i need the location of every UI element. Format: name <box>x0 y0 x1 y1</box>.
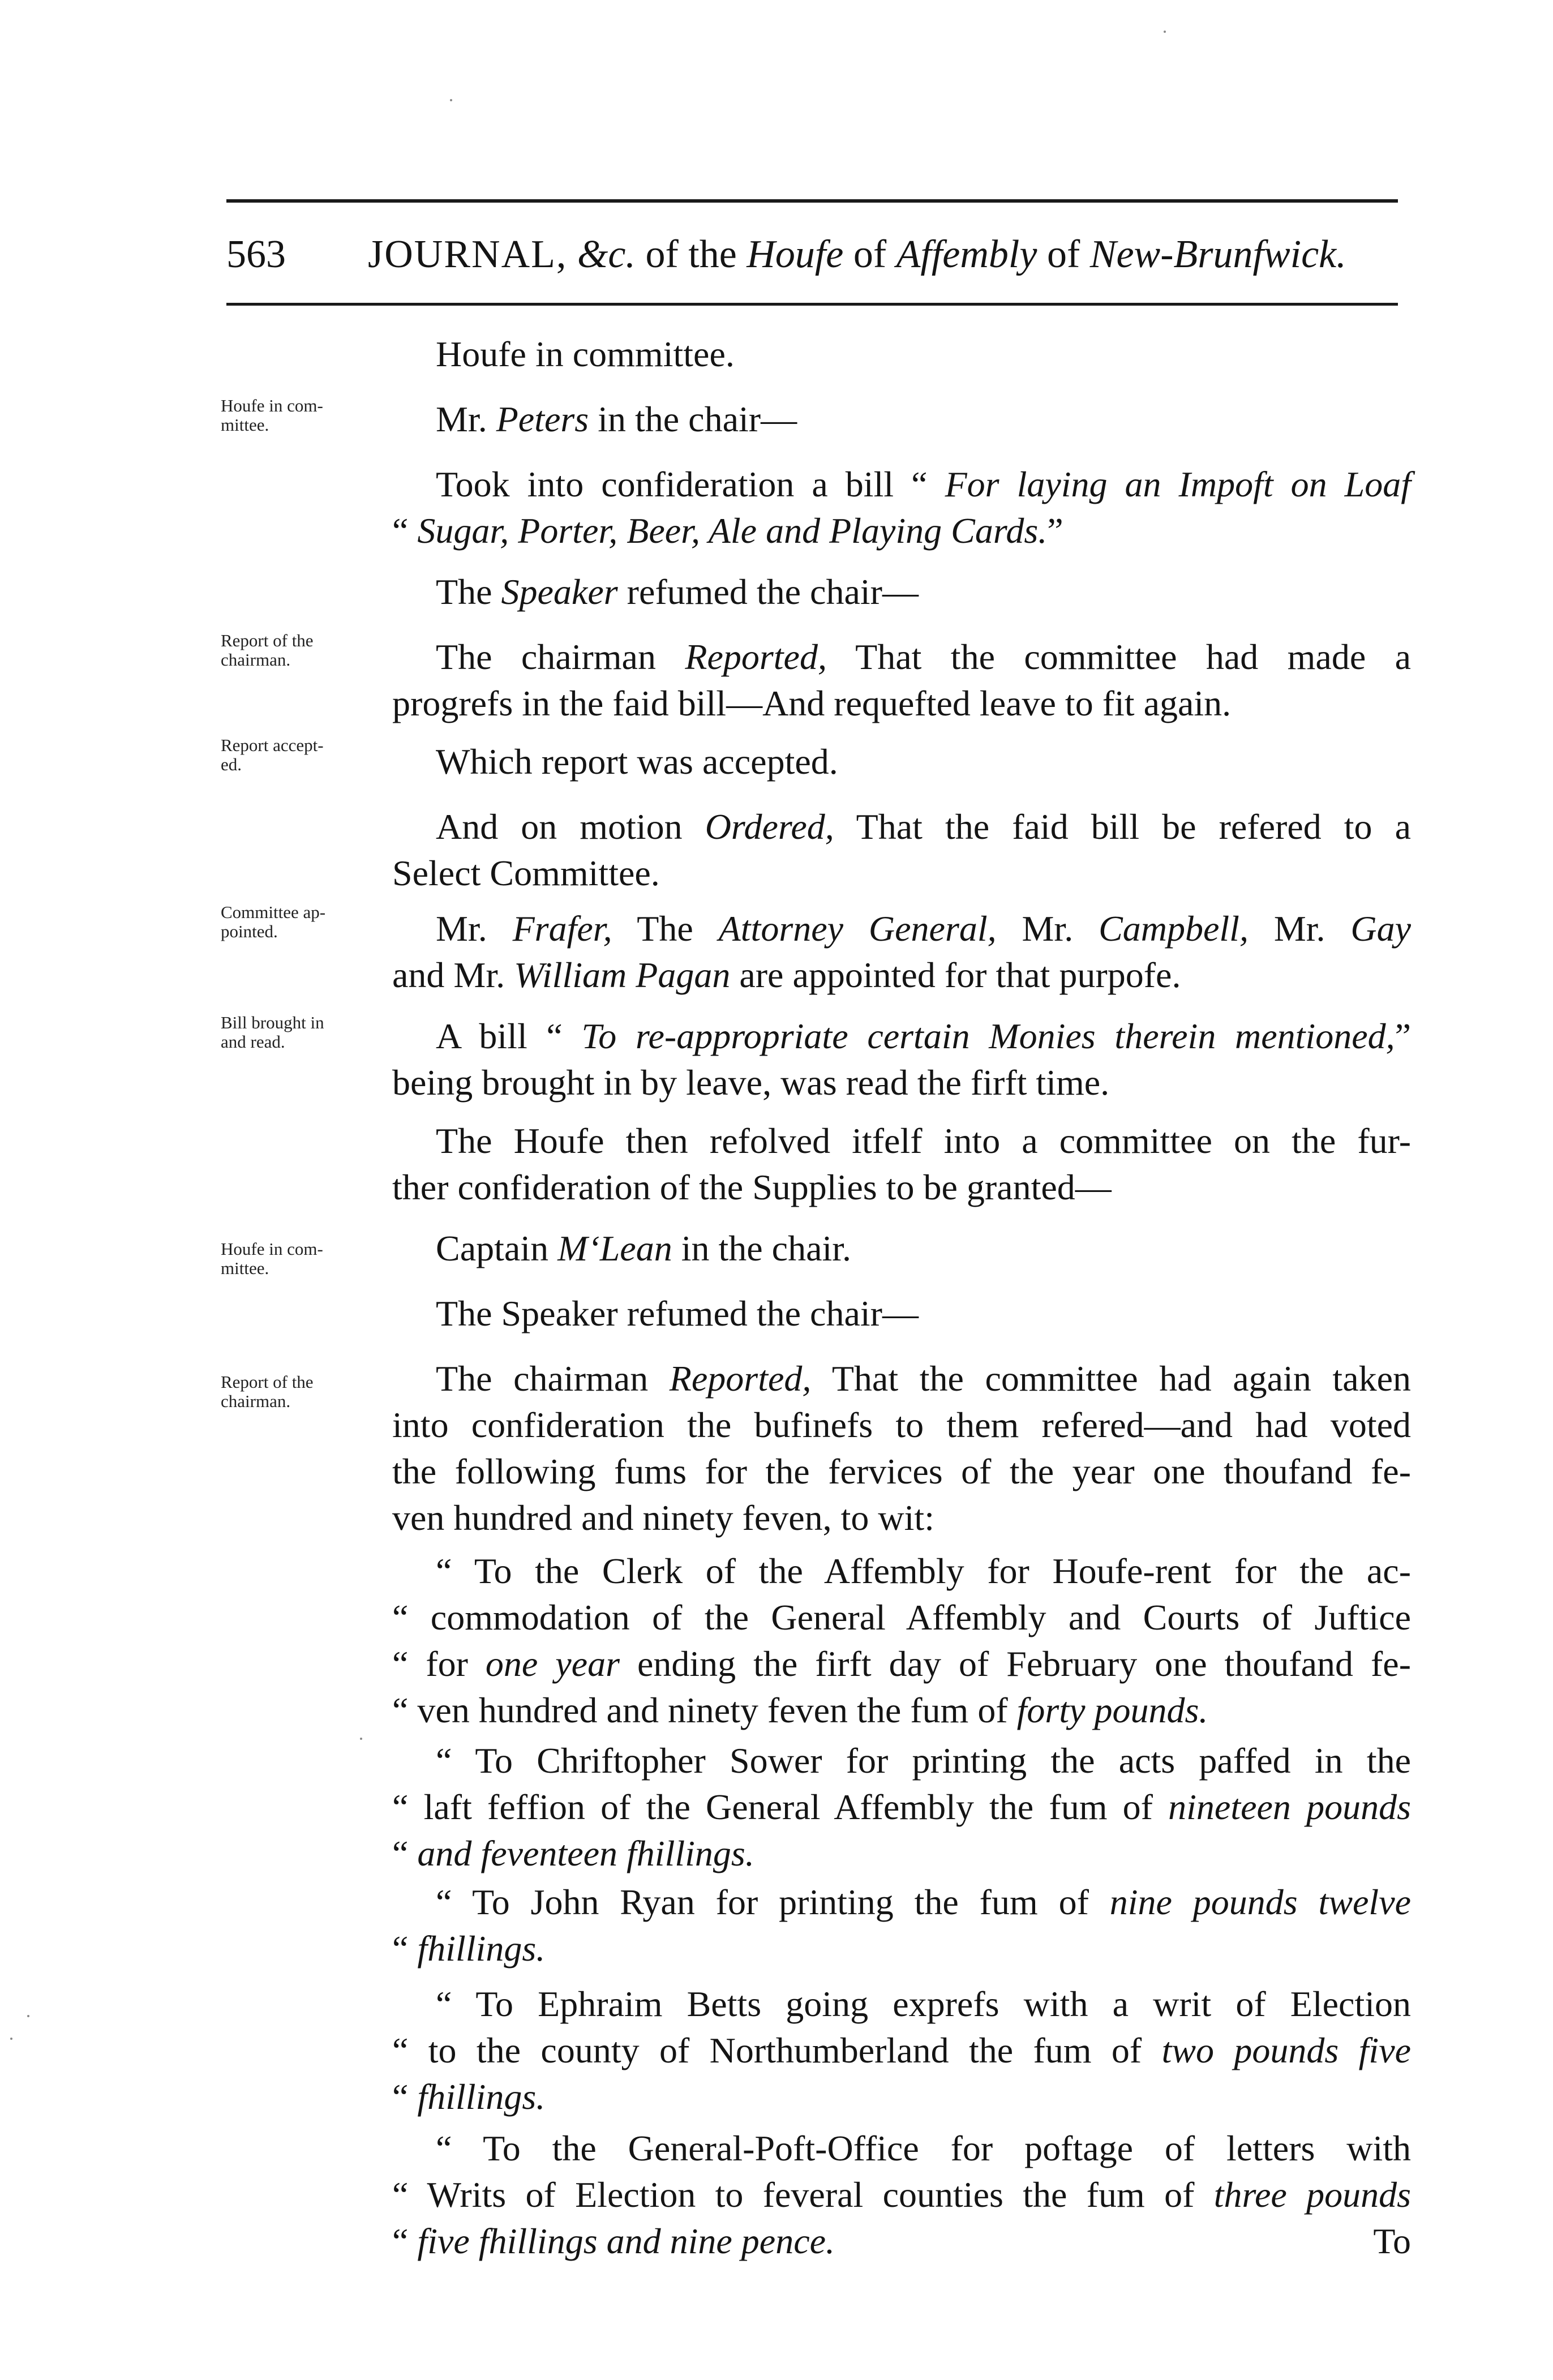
margin-note: Report accept- ed. <box>221 735 324 774</box>
supply-item: “ To the Clerk of the Affembly for Houfe-rent for the ac- “ commodation of the General Affembly and Courts of Juftice “ for one year ending the firft day of February one thoufand fe- “ ven hundred and ninety feven the fum of forty pounds. <box>392 1551 1412 1730</box>
supply-item: “ To the General-Poft-Office for poftage of letters with “ Writs of Election to feveral counties the fum of three pounds “ five fhillings and nine pence. <box>392 2128 1412 2261</box>
running-header <box>226 221 1404 283</box>
paragraph: A bill “ To re-appropriate certain Monies therein mentioned,” being brought in by leave, was read the firft time. <box>392 1016 1412 1103</box>
margin-note: Report of the chairman. <box>221 1372 314 1411</box>
margin-note: Bill brought in and read. <box>221 1013 324 1052</box>
header-rule-bottom <box>226 303 1398 306</box>
paragraph: Captain M‘Lean in the chair. <box>436 1228 852 1268</box>
paragraph: The Speaker refumed the chair— <box>436 1293 919 1333</box>
scan-speck <box>10 2038 12 2040</box>
paragraph: Mr. Peters in the chair— <box>436 399 797 439</box>
margin-note: Houfe in com- mittee. <box>221 396 323 435</box>
scan-speck <box>450 99 452 101</box>
margin-note: Committee ap- pointed. <box>221 902 326 941</box>
supply-item: “ To Chriftopher Sower for printing the acts paffed in the “ laft feffion of the General Affembly the fum of nineteen pounds “ and feventeen fhillings. <box>392 1740 1412 1873</box>
header-rule-top <box>226 199 1398 203</box>
margin-note: Report of the chairman. <box>221 631 314 670</box>
paragraph: And on motion Ordered, That the faid bill be refered to a Select Committee. <box>392 807 1412 893</box>
paragraph: The chairman Reported, That the committee had made a progrefs in the faid bill—And requefted leave to fit again. <box>392 637 1412 723</box>
paragraph: The Speaker refumed the chair— <box>436 572 919 612</box>
paragraph: Houfe in committee. <box>436 334 735 374</box>
running-title: JOURNAL, &c. of the Houfe of Affembly of New-Brunfwick. <box>368 233 1346 276</box>
margin-note: Houfe in com- mittee. <box>221 1239 323 1278</box>
supply-item: “ To John Ryan for printing the fum of nine pounds twelve “ fhillings. <box>392 1882 1412 1969</box>
scan-speck <box>360 1738 362 1740</box>
paragraph: The chairman Reported, That the committee had again taken into confideration the bufinefs to them refered—and had voted the following fums for the fervices of the year one thoufand fe- ven hundred and ninety feven, to wit: <box>392 1358 1412 1538</box>
paragraph: Took into confideration a bill “ For laying an Impoft on Loaf “ Sugar, Porter, Beer, Ale and Playing Cards.” <box>392 464 1412 551</box>
paragraph: Mr. Frafer, The Attorney General, Mr. Campbell, Mr. Gay and Mr. William Pagan are appointed for that purpofe. <box>392 908 1411 995</box>
scan-speck <box>1164 31 1166 33</box>
paragraph: Which report was accepted. <box>436 741 838 782</box>
supply-item: “ To Ephraim Betts going exprefs with a writ of Election “ to the county of Northumberland the fum of two pounds five “ fhillings. <box>392 1984 1411 2117</box>
catchword: To <box>1373 2221 1411 2261</box>
scan-speck <box>27 2015 29 2017</box>
paragraph: The Houfe then refolved itfelf into a committee on the fur- ther confideration of the Supplies to be granted— <box>392 1121 1411 1207</box>
page-number: 563 <box>226 233 286 276</box>
